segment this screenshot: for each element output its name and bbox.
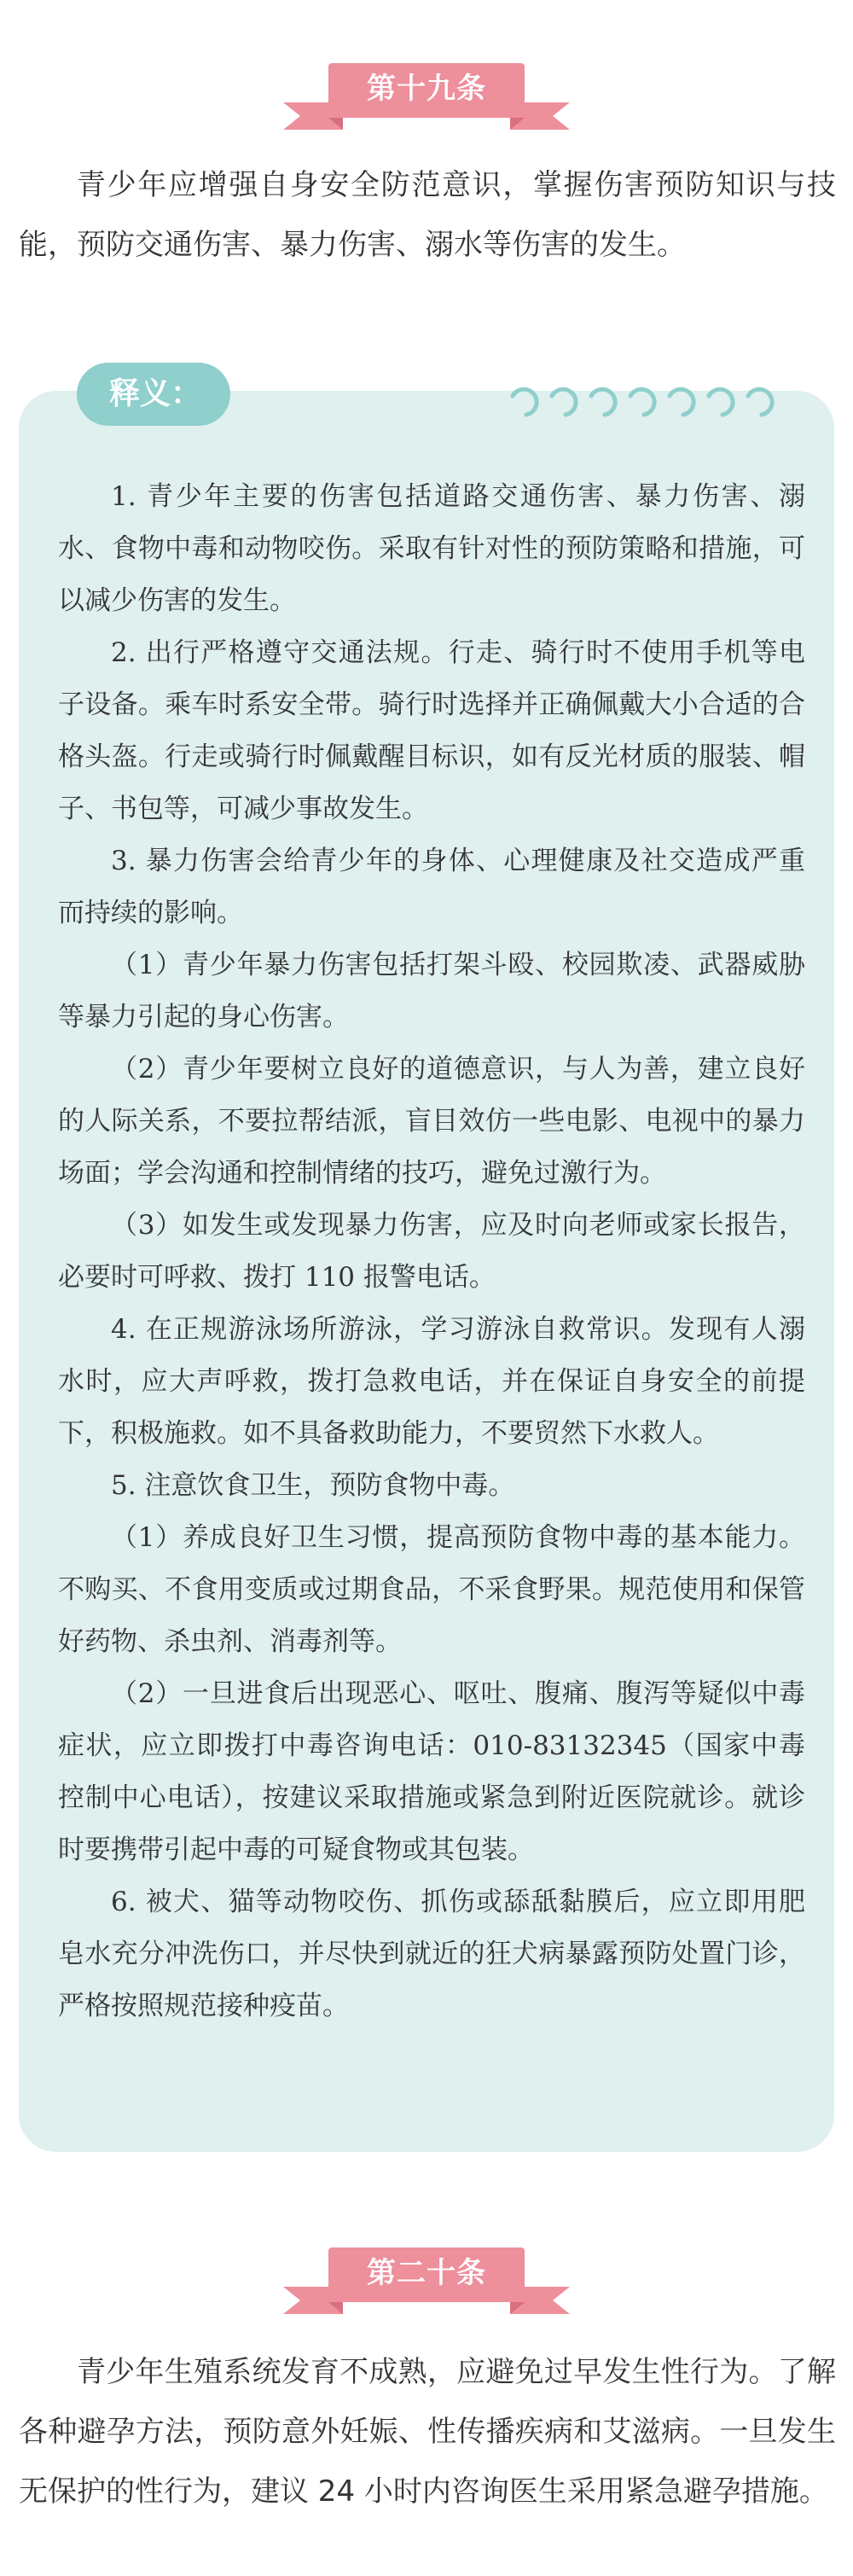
article19-text: 青少年应增强自身安全防范意识，掌握伤害预防知识与技能，预防交通伤害、暴力伤害、溺水等伤害的发生。 bbox=[19, 168, 836, 262]
article20-title: 第二十条 bbox=[367, 2256, 486, 2290]
explanation-paragraph: （1）养成良好卫生习惯，提高预防食物中毒的基本能力。不购买、不食用变质或过期食品，不采食野果。规范使用和保管好药物、杀虫剂、消毒剂等。 bbox=[58, 1522, 805, 1657]
explanation-paragraph: （2）青少年要树立良好的道德意识，与人为善，建立良好的人际关系，不要拉帮结派，盲目效仿一些电影、电视中的暴力场面；学会沟通和控制情绪的技巧，避免过激行为。 bbox=[58, 1054, 805, 1189]
explanation-paragraph: 4. 在正规游泳场所游泳，学习游泳自救常识。发现有人溺水时，应大声呼救，拨打急救电话，并在保证自身安全的前提下，积极施救。如不具备救助能力，不要贸然下水救人。 bbox=[58, 1314, 805, 1449]
explanation-paragraph: （3）如发生或发现暴力伤害，应及时向老师或家长报告，必要时可呼救、拨打 110 报警电话。 bbox=[58, 1210, 805, 1293]
explanation-paragraph: （1）青少年暴力伤害包括打架斗殴、校园欺凌、武器威胁等暴力引起的身心伤害。 bbox=[58, 950, 805, 1032]
explanation-label: 释义： bbox=[109, 376, 202, 411]
explanation-paragraph: （2）一旦进食后出现恶心、呕吐、腹痛、腹泻等疑似中毒症状，应立即拨打中毒咨询电话：010-83132345（国家中毒控制中心电话），按建议采取措施或紧急到附近医院就诊。就诊时要携带引起中毒的可疑食物或其包装。 bbox=[58, 1678, 805, 1865]
article20-heading bbox=[0, 2244, 853, 2338]
explanation-paragraph: 6. 被犬、猫等动物咬伤、抓伤或舔舐黏膜后，应立即用肥皂水充分冲洗伤口，并尽快到就近的狂犬病暴露预防处置门诊，严格按照规范接种疫苗。 bbox=[58, 1887, 805, 2021]
explanation-paragraph: 3. 暴力伤害会给青少年的身体、心理健康及社交造成严重而持续的影响。 bbox=[58, 846, 805, 928]
swirl-decoration bbox=[508, 384, 789, 422]
explanation-paragraph: 5. 注意饮食卫生，预防食物中毒。 bbox=[111, 1470, 515, 1501]
article19-title: 第十九条 bbox=[367, 72, 486, 106]
explanation-paragraph: 1. 青少年主要的伤害包括道路交通伤害、暴力伤害、溺水、食物中毒和动物咬伤。采取有针对性的预防策略和措施，可以减少伤害的发生。 bbox=[58, 481, 805, 616]
article19-heading bbox=[0, 60, 853, 154]
explanation-body bbox=[58, 471, 805, 2032]
explanation-paragraph: 2. 出行严格遵守交通法规。行走、骑行时不使用手机等电子设备。乘车时系安全带。骑行时选择并正确佩戴大小合适的合格头盔。行走或骑行时佩戴醒目标识，如有反光材质的服装、帽子、书包等，可减少事故发生。 bbox=[58, 637, 805, 824]
article20-text: 青少年生殖系统发育不成熟，应避免过早发生性行为。了解各种避孕方法，预防意外妊娠、性传播疾病和艾滋病。一旦发生无保护的性行为，建议 24 小时内咨询医生采用紧急避孕措施。 bbox=[19, 2355, 836, 2509]
